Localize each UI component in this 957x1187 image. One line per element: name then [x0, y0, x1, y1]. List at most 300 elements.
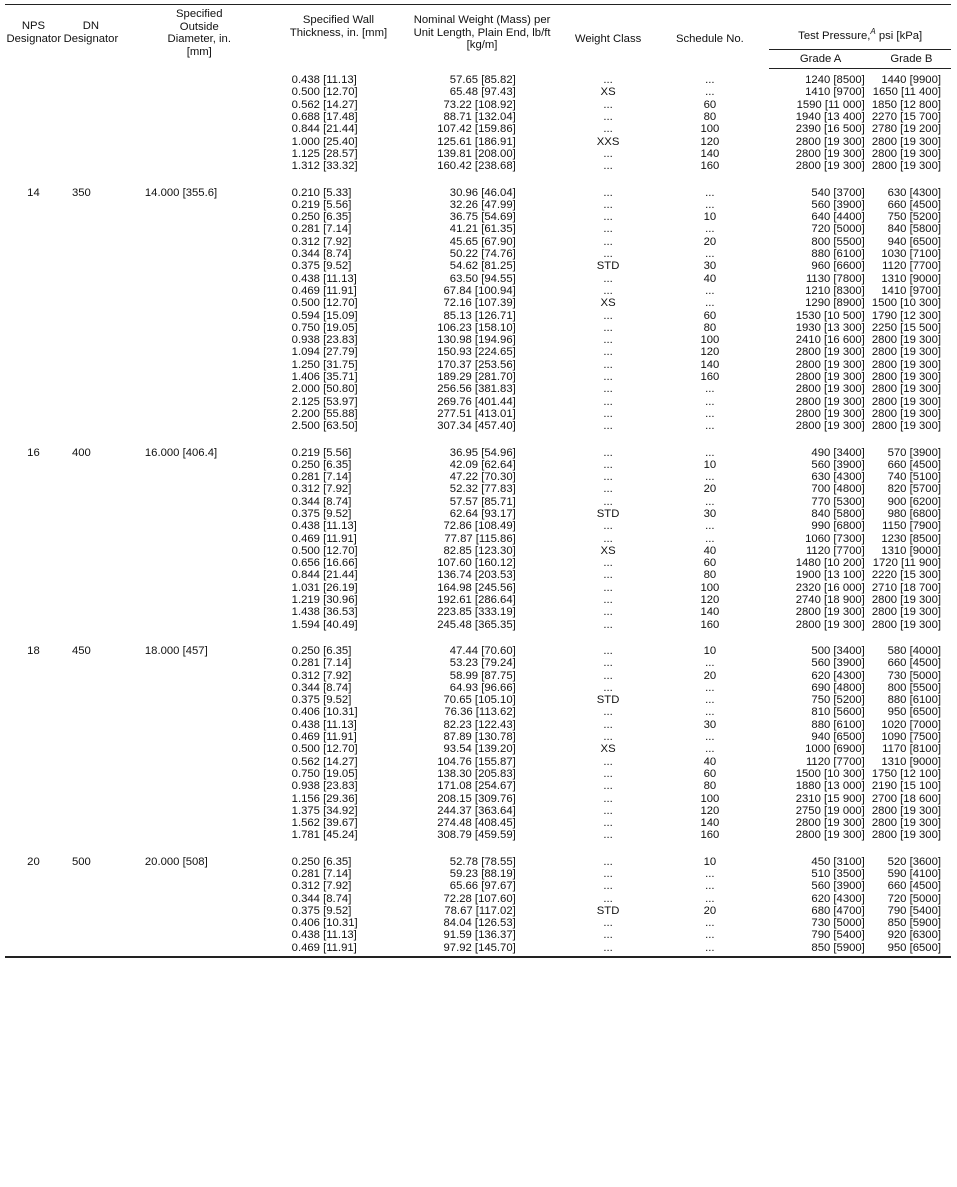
nps-cell: [5, 136, 62, 148]
wall-thickness-cell: 0.562 [14.27]: [291, 98, 358, 111]
grade-b-pressure-cell: 2800 [19 300]: [871, 407, 941, 420]
grade-a-pressure-cell: 540 [3700]: [811, 186, 865, 199]
nps-cell: [5, 694, 62, 706]
table-row: [5, 706, 951, 718]
nps-cell: [5, 929, 62, 941]
nominal-weight-cell: 170.37 [253.56]: [437, 358, 516, 371]
weight-class-cell: ...: [603, 73, 613, 86]
grade-b-pressure-cell: 1500 [10 300]: [871, 297, 941, 310]
nominal-weight-cell: 76.36 [113.62]: [444, 706, 516, 719]
schedule-no-cell: ...: [705, 706, 715, 719]
weight-class-cell: XS: [600, 86, 616, 99]
grade-b-pressure-cell: 720 [5000]: [887, 892, 941, 905]
grade-a-pressure-cell: 800 [5500]: [811, 235, 865, 248]
outside-diameter-cell: [120, 236, 279, 248]
nominal-weight-cell: 52.78 [78.55]: [449, 855, 516, 868]
outside-diameter-cell: [120, 346, 279, 358]
wall-thickness-cell: 1.781 [45.24]: [291, 829, 358, 842]
grade-a-pressure-cell: 1590 [11 000]: [796, 98, 865, 111]
grade-a-pressure-cell: 2800 [19 300]: [795, 606, 865, 619]
test-pressure-label: Test Pressure,: [798, 30, 871, 42]
weight-class-cell: ...: [603, 880, 613, 893]
grade-a-pressure-cell: 1060 [7300]: [805, 532, 865, 545]
schedule-no-cell: 120: [700, 346, 720, 359]
grade-a-pressure-cell: 700 [4800]: [811, 483, 865, 496]
grade-a-pressure-cell: 2310 [15 900]: [795, 792, 865, 805]
nps-cell: [5, 359, 62, 371]
nominal-weight-cell: 70.65 [105.10]: [443, 694, 516, 707]
nps-cell: [5, 780, 62, 792]
nps-cell: [5, 606, 62, 618]
wall-thickness-cell: 0.312 [7.92]: [291, 669, 352, 682]
outside-diameter-cell: [120, 471, 279, 483]
grade-a-pressure-cell: 620 [4300]: [811, 892, 865, 905]
weight-class-cell: ...: [603, 123, 613, 136]
wall-thickness-cell: 0.312 [7.92]: [291, 483, 352, 496]
schedule-no-cell: 40: [703, 272, 717, 285]
grade-b-pressure-cell: 2800 [19 300]: [871, 371, 941, 384]
wall-thickness-cell: 1.125 [28.57]: [291, 147, 358, 160]
nps-cell: [5, 942, 62, 957]
weight-class-cell: ...: [603, 284, 613, 297]
wall-thickness-cell: 0.219 [5.56]: [291, 198, 352, 211]
nps-cell: [5, 260, 62, 272]
schedule-no-cell: ...: [705, 297, 715, 310]
nominal-weight-cell: 107.60 [160.12]: [437, 557, 516, 570]
weight-class-cell: ...: [603, 581, 613, 594]
nominal-weight-cell: 65.48 [97.43]: [449, 86, 516, 99]
grade-b-pressure-cell: 800 [5500]: [887, 681, 941, 694]
grade-b-pressure-cell: 730 [5000]: [887, 669, 941, 682]
grade-a-pressure-cell: 790 [5400]: [811, 929, 865, 942]
weight-class-cell: ...: [603, 868, 613, 880]
grade-b-pressure-cell: 2710 [18 700]: [871, 581, 941, 594]
nps-cell: [5, 619, 62, 631]
wall-thickness-cell: 1.219 [30.96]: [291, 594, 358, 607]
weight-class-cell: ...: [603, 657, 613, 670]
nominal-weight-cell: 164.98 [245.56]: [437, 581, 516, 594]
schedule-no-cell: 100: [700, 123, 720, 136]
wall-thickness-cell: 0.688 [17.48]: [291, 111, 358, 124]
table-row: [5, 211, 951, 223]
grade-b-pressure-cell: 820 [5700]: [887, 483, 941, 496]
nps-cell: [5, 582, 62, 594]
outside-diameter-cell: [120, 905, 279, 917]
header-weight-class: Weight Class: [566, 5, 651, 69]
wall-thickness-cell: 0.469 [11.91]: [279, 942, 399, 957]
table-row: [5, 408, 951, 420]
nps-cell: [5, 880, 62, 892]
wall-thickness-cell: 0.594 [15.09]: [291, 309, 358, 322]
grade-b-pressure-cell: 740 [5100]: [887, 471, 941, 484]
grade-b-pressure-cell: 2270 [15 700]: [871, 111, 941, 124]
weight-class-cell: ...: [603, 272, 613, 285]
weight-class-cell: ...: [603, 644, 613, 657]
schedule-no-cell: ...: [705, 395, 715, 408]
wall-thickness-cell: 0.438 [11.13]: [291, 929, 357, 942]
grade-b-pressure-cell: 2250 [15 500]: [871, 321, 941, 334]
nominal-weight-cell: 52.32 [77.83]: [449, 483, 516, 496]
wall-thickness-cell: 0.500 [12.70]: [291, 86, 358, 99]
weight-class-cell: ...: [603, 767, 613, 780]
dn-cell: [62, 942, 120, 957]
wall-thickness-cell: 0.562 [14.27]: [291, 755, 358, 768]
nominal-weight-cell: 57.65 [85.82]: [449, 73, 516, 86]
outside-diameter-cell: [120, 123, 279, 135]
nominal-weight-cell: 208.15 [309.76]: [437, 792, 516, 805]
outside-diameter-cell: [120, 805, 279, 817]
table-row: [5, 606, 951, 618]
grade-a-pressure-cell: 2800 [19 300]: [795, 358, 865, 371]
nominal-weight-cell: 30.96 [46.04]: [449, 186, 516, 199]
group-spacer: [5, 173, 951, 187]
table-row: [5, 670, 951, 682]
grade-b-pressure-cell: 2800 [19 300]: [871, 594, 941, 607]
nps-cell: [5, 793, 62, 805]
nominal-weight-cell: 150.93 [224.65]: [437, 346, 516, 359]
outside-diameter-cell: [120, 768, 279, 780]
nps-cell: [5, 545, 62, 557]
nps-cell: [5, 594, 62, 606]
grade-b-pressure-cell: 980 [6800]: [887, 507, 941, 520]
wall-thickness-cell: 0.438 [11.13]: [291, 272, 357, 285]
weight-class-cell: ...: [603, 111, 613, 124]
nominal-weight-cell: 42.09 [62.64]: [449, 458, 516, 471]
nps-cell: [5, 533, 62, 545]
dn-cell: [62, 545, 120, 557]
weight-class-cell: ...: [603, 917, 613, 930]
nominal-weight-cell: 97.92 [145.70]: [398, 942, 565, 957]
schedule-no-cell: 80: [703, 111, 717, 124]
wall-thickness-cell: 0.210 [5.33]: [291, 186, 352, 199]
grade-b-pressure-cell: 2780 [19 200]: [871, 123, 941, 136]
nominal-weight-cell: 67.84 [100.94]: [443, 284, 516, 297]
wall-thickness-cell: 1.312 [33.32]: [291, 160, 358, 173]
outside-diameter-cell: [120, 496, 279, 508]
dn-cell: [62, 223, 120, 235]
grade-a-pressure-cell: 750 [5200]: [811, 694, 865, 707]
schedule-no-cell: 120: [700, 135, 720, 148]
grade-b-pressure-cell: 1150 [7900]: [882, 520, 941, 533]
schedule-no-cell: 100: [700, 792, 720, 805]
weight-class-cell: ...: [603, 557, 613, 570]
outside-diameter-cell: [120, 533, 279, 545]
wall-thickness-cell: 1.094 [27.79]: [291, 346, 358, 359]
dn-cell: [62, 199, 120, 211]
nps-cell: [5, 86, 62, 98]
grade-a-pressure-cell: 1940 [13 400]: [795, 111, 865, 124]
wall-thickness-cell: 0.500 [12.70]: [291, 297, 358, 310]
nominal-weight-cell: 36.95 [54.96]: [449, 446, 516, 459]
grade-b-pressure-cell: 2800 [19 300]: [871, 618, 941, 631]
dn-cell: [62, 694, 120, 706]
outside-diameter-cell: [120, 917, 279, 929]
wall-thickness-cell: 0.469 [11.91]: [291, 731, 357, 744]
weight-class-cell: ...: [603, 248, 613, 261]
dn-cell: [62, 310, 120, 322]
outside-diameter-cell: [120, 459, 279, 471]
nominal-weight-cell: 58.99 [87.75]: [449, 669, 516, 682]
outside-diameter-cell: [120, 817, 279, 829]
wall-thickness-cell: 1.031 [26.19]: [291, 581, 358, 594]
grade-b-pressure-cell: 1030 [7100]: [881, 248, 941, 261]
nps-cell: [5, 657, 62, 669]
dn-cell: [62, 420, 120, 432]
wall-thickness-cell: 0.281 [7.14]: [291, 471, 352, 484]
grade-a-pressure-cell: 2800 [19 300]: [795, 371, 865, 384]
grade-b-pressure-cell: 1090 [7500]: [881, 731, 941, 744]
dn-cell: [62, 334, 120, 346]
grade-b-pressure-cell: 1750 [12 100]: [871, 767, 941, 780]
wall-thickness-cell: 0.344 [8.74]: [291, 495, 352, 508]
dn-cell: [62, 929, 120, 941]
weight-class-cell: STD: [596, 904, 620, 917]
table-row: [5, 346, 951, 358]
nominal-weight-cell: 45.65 [67.90]: [449, 235, 516, 248]
outside-diameter-cell: [120, 606, 279, 618]
nominal-weight-cell: 223.85 [333.19]: [437, 606, 516, 619]
table-row: [5, 768, 951, 780]
wall-thickness-cell: 0.938 [23.83]: [291, 334, 358, 347]
wall-thickness-cell: 0.344 [8.74]: [291, 681, 352, 694]
table-row: [5, 508, 951, 520]
nominal-weight-cell: 64.93 [96.66]: [449, 681, 516, 694]
dn-cell: [62, 123, 120, 135]
weight-class-cell: ...: [603, 383, 613, 396]
weight-class-cell: ...: [603, 780, 613, 793]
nps-cell: [5, 829, 62, 841]
table-row: [5, 582, 951, 594]
nominal-weight-cell: 50.22 [74.76]: [449, 248, 516, 261]
wall-thickness-cell: 0.312 [7.92]: [291, 235, 352, 248]
grade-a-pressure-cell: 2800 [19 300]: [795, 346, 865, 359]
outside-diameter-cell: [120, 706, 279, 718]
table-row: [5, 917, 951, 929]
nps-cell: [5, 557, 62, 569]
nominal-weight-cell: 63.50 [94.55]: [449, 272, 516, 285]
table-row: [5, 520, 951, 532]
dn-cell: [62, 682, 120, 694]
nominal-weight-cell: 171.08 [254.67]: [437, 780, 516, 793]
table-row: [5, 880, 951, 892]
weight-class-cell: ...: [603, 309, 613, 322]
grade-a-pressure-cell: 810 [5600]: [811, 706, 865, 719]
outside-diameter-cell: [120, 334, 279, 346]
outside-diameter-cell: [120, 420, 279, 432]
dn-cell: [62, 136, 120, 148]
grade-a-pressure-cell: 1210 [8300]: [805, 284, 865, 297]
nps-cell: [5, 670, 62, 682]
grade-b-pressure-cell: 590 [4100]: [887, 868, 941, 880]
nominal-weight-cell: 244.37 [363.64]: [437, 804, 516, 817]
weight-class-cell: ...: [603, 211, 613, 224]
nps-cell: [5, 334, 62, 346]
outside-diameter-cell: [120, 868, 279, 880]
table-row: [5, 682, 951, 694]
outside-diameter-cell: [120, 942, 279, 957]
nominal-weight-cell: 308.79 [459.59]: [437, 829, 516, 842]
weight-class-cell: XXS: [596, 135, 620, 148]
outside-diameter-cell: [120, 893, 279, 905]
outside-diameter-cell: [120, 619, 279, 631]
outside-diameter-cell: [120, 86, 279, 98]
header-dn: DN Designator: [62, 5, 120, 69]
dn-cell: [62, 383, 120, 395]
grade-a-pressure-cell: 2750 [19 000]: [795, 804, 865, 817]
wall-thickness-cell: 0.344 [8.74]: [291, 248, 352, 261]
table-row: [5, 396, 951, 408]
table-row: [5, 793, 951, 805]
wall-thickness-cell: 0.250 [6.35]: [291, 644, 352, 657]
table-row: [5, 731, 951, 743]
grade-a-pressure-cell: 880 [6100]: [811, 718, 865, 731]
nominal-weight-cell: 93.54 [139.20]: [443, 743, 516, 756]
header-test-pressure: [769, 5, 951, 50]
wall-thickness-cell: 0.844 [21.44]: [291, 569, 358, 582]
schedule-no-cell: ...: [705, 471, 715, 484]
schedule-no-cell: 20: [703, 669, 717, 682]
table-row: [5, 645, 951, 657]
dn-cell: [62, 69, 120, 87]
grade-b-pressure-cell: 580 [4000]: [887, 644, 941, 657]
outside-diameter-cell: [120, 260, 279, 272]
outside-diameter-cell: [120, 569, 279, 581]
grade-b-pressure-cell: 2800 [19 300]: [871, 383, 941, 396]
table-row: [5, 260, 951, 272]
dn-cell: [62, 793, 120, 805]
nominal-weight-cell: 192.61 [286.64]: [437, 594, 516, 607]
weight-class-cell: ...: [603, 706, 613, 719]
outside-diameter-cell: [120, 199, 279, 211]
grade-a-pressure-cell: 2800 [19 300]: [795, 420, 865, 433]
grade-a-pressure-cell: 1410 [9700]: [805, 86, 865, 99]
table-row: [5, 199, 951, 211]
table-row: [5, 322, 951, 334]
grade-b-pressure-cell: 1020 [7000]: [881, 718, 941, 731]
wall-thickness-cell: 1.000 [25.40]: [291, 135, 358, 148]
weight-class-cell: ...: [603, 569, 613, 582]
grade-b-pressure-cell: 850 [5900]: [887, 917, 941, 930]
schedule-no-cell: ...: [705, 383, 715, 396]
nps-cell: [5, 917, 62, 929]
wall-thickness-cell: 2.000 [50.80]: [291, 383, 358, 396]
grade-b-pressure-cell: 2190 [15 100]: [871, 780, 941, 793]
dn-cell: 350: [71, 186, 91, 199]
nominal-weight-cell: 59.23 [88.19]: [449, 868, 516, 880]
outside-diameter-cell: [120, 743, 279, 755]
grade-a-pressure-cell: 720 [5000]: [811, 223, 865, 236]
table-row: [5, 359, 951, 371]
wall-thickness-cell: 0.344 [8.74]: [291, 892, 352, 905]
schedule-no-cell: ...: [705, 446, 715, 459]
nps-cell: [5, 508, 62, 520]
schedule-no-cell: ...: [705, 657, 715, 670]
dn-cell: [62, 868, 120, 880]
outside-diameter-cell: [120, 508, 279, 520]
dn-cell: [62, 496, 120, 508]
grade-a-pressure-cell: 510 [3500]: [811, 868, 865, 880]
nps-cell: [5, 111, 62, 123]
grade-b-pressure-cell: 950 [6500]: [872, 942, 951, 957]
nps-cell: [5, 211, 62, 223]
dn-cell: [62, 768, 120, 780]
weight-class-cell: ...: [603, 804, 613, 817]
grade-b-pressure-cell: 2800 [19 300]: [871, 420, 941, 433]
nominal-weight-cell: 307.34 [457.40]: [437, 420, 516, 433]
outside-diameter-cell: [120, 371, 279, 383]
nps-cell: [5, 817, 62, 829]
grade-b-pressure-cell: 1310 [9000]: [881, 755, 941, 768]
grade-a-pressure-cell: 560 [3900]: [811, 657, 865, 670]
table-row: [5, 297, 951, 309]
wall-thickness-cell: 0.250 [6.35]: [291, 211, 352, 224]
wall-thickness-cell: 1.562 [39.67]: [291, 817, 358, 830]
grade-a-pressure-cell: 680 [4700]: [811, 904, 865, 917]
table-body: [5, 69, 951, 957]
wall-thickness-cell: 0.656 [16.66]: [291, 557, 358, 570]
header-grade-a: Grade A: [769, 49, 871, 69]
weight-class-cell: ...: [603, 618, 613, 631]
outside-diameter-cell: 18.000 [457]: [144, 644, 208, 657]
nps-cell: [5, 408, 62, 420]
grade-a-pressure-cell: 560 [3900]: [811, 880, 865, 893]
weight-class-cell: ...: [603, 855, 613, 868]
schedule-no-cell: ...: [705, 186, 715, 199]
dn-cell: [62, 594, 120, 606]
dn-cell: [62, 86, 120, 98]
schedule-no-cell: 10: [703, 855, 717, 868]
nominal-weight-cell: 130.98 [194.96]: [437, 334, 516, 347]
outside-diameter-cell: [120, 520, 279, 532]
nominal-weight-cell: 87.89 [130.78]: [443, 731, 516, 744]
grade-a-pressure-cell: 640 [4400]: [811, 211, 865, 224]
weight-class-cell: ...: [603, 929, 613, 942]
nominal-weight-cell: 41.21 [61.35]: [449, 223, 516, 236]
nominal-weight-cell: 189.29 [281.70]: [437, 371, 516, 384]
schedule-no-cell: 20: [703, 483, 717, 496]
table-row: [5, 619, 951, 631]
wall-thickness-cell: 0.438 [11.13]: [291, 718, 357, 731]
table-row: [5, 569, 951, 581]
table-row: [5, 459, 951, 471]
nps-cell: [5, 160, 62, 172]
grade-a-pressure-cell: 450 [3100]: [811, 855, 865, 868]
schedule-no-cell: 60: [703, 98, 717, 111]
schedule-no-cell: 10: [703, 458, 717, 471]
nominal-weight-cell: 107.42 [159.86]: [437, 123, 516, 136]
wall-thickness-cell: 0.375 [9.52]: [291, 260, 352, 273]
grade-b-pressure-cell: 940 [6500]: [887, 235, 941, 248]
weight-class-cell: ...: [603, 731, 613, 744]
schedule-no-cell: 140: [700, 147, 720, 160]
wall-thickness-cell: 1.250 [31.75]: [291, 358, 358, 371]
nps-cell: [5, 148, 62, 160]
grade-b-pressure-cell: 1310 [9000]: [881, 272, 941, 285]
nps-cell: [5, 69, 62, 87]
dn-cell: [62, 582, 120, 594]
weight-class-cell: ...: [603, 817, 613, 830]
grade-b-pressure-cell: 2800 [19 300]: [871, 358, 941, 371]
nominal-weight-cell: 245.48 [365.35]: [437, 618, 516, 631]
wall-thickness-cell: 1.594 [40.49]: [291, 618, 358, 631]
weight-class-cell: ...: [603, 223, 613, 236]
outside-diameter-cell: [120, 657, 279, 669]
dn-cell: [62, 236, 120, 248]
dn-cell: [62, 706, 120, 718]
grade-a-pressure-cell: 630 [4300]: [811, 471, 865, 484]
schedule-no-cell: ...: [650, 942, 769, 957]
grade-a-pressure-cell: 770 [5300]: [811, 495, 865, 508]
